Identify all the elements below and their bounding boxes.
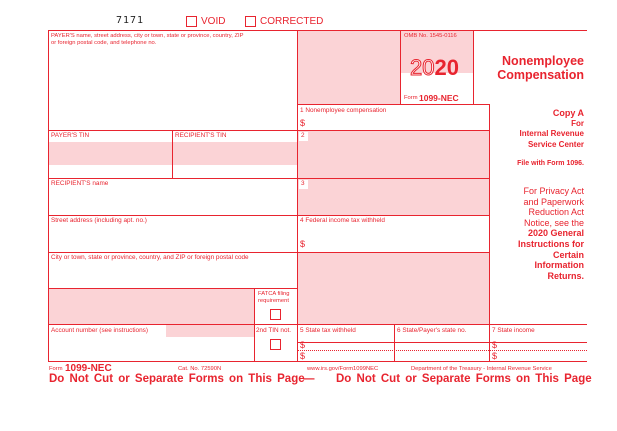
box5-dollar-2: $	[300, 351, 306, 361]
box2-field[interactable]	[297, 131, 489, 179]
recipient-name-field[interactable]	[49, 190, 296, 214]
privacy-line-7: Certain	[552, 249, 584, 260]
box7-field[interactable]	[500, 340, 586, 360]
copy-a-for: For	[571, 118, 584, 128]
footer-form-prefix: Form	[49, 366, 63, 372]
copy-a-title: Copy A	[552, 108, 584, 118]
box1-dollar: $	[300, 118, 306, 128]
box7-dollar-2: $	[492, 351, 498, 361]
box6-field[interactable]	[396, 340, 488, 360]
tax-year-bold: 20	[434, 55, 459, 80]
box2-label: 2	[301, 132, 305, 139]
void-label: VOID	[201, 16, 226, 27]
shaded-blank-left	[48, 289, 255, 324]
box1-field[interactable]	[308, 116, 488, 129]
omb-number: OMB No. 1545-0116	[404, 33, 457, 39]
form-code: 7171	[116, 15, 145, 26]
payer-name-label-2: or foreign postal code, and telephone no.	[51, 40, 157, 46]
account-field[interactable]	[49, 337, 254, 360]
fatca-label-2: requirement	[258, 298, 289, 304]
cut-warning-dash: —	[303, 373, 315, 385]
street-label: Street address (including apt. no.)	[51, 217, 147, 224]
privacy-line-4: Notice, see the	[523, 217, 584, 228]
recipient-tin-label: RECIPIENT'S TIN	[175, 132, 227, 139]
tax-year-light: 20	[410, 55, 435, 80]
footer-form-name: 1099-NEC	[65, 363, 112, 374]
omb-form-name: 1099-NEC	[419, 93, 459, 103]
copy-a-irs: Internal Revenue	[519, 129, 584, 138]
privacy-line-1: For Privacy Act	[523, 186, 584, 196]
form-title-line2: Compensation	[497, 68, 584, 82]
privacy-notice	[518, 186, 584, 281]
recipient-name-label: RECIPIENT'S name	[51, 180, 109, 187]
box6-label: 6 State/Payer's state no.	[397, 327, 467, 334]
box1-label: 1 Nonemployee compensation	[300, 107, 387, 114]
privacy-line-3: Reduction Act	[528, 207, 584, 218]
omb-form-prefix: Form	[404, 95, 418, 101]
footer-url[interactable]: www.irs.gov/Form1099NEC	[307, 366, 379, 372]
box5-field[interactable]	[308, 340, 393, 360]
footer-dept: Department of the Treasury - Internal Revenue Service	[411, 366, 552, 372]
recipient-tin-field[interactable]	[173, 142, 297, 165]
city-label: City or town, state or province, country, and ZIP or foreign postal code	[51, 254, 249, 261]
street-field[interactable]	[49, 227, 296, 251]
privacy-line-2: and Paperwork	[523, 196, 584, 207]
footer-cat-no: Cat. No. 72590N	[178, 366, 222, 372]
box5-label: 5 State tax withheld	[300, 327, 356, 334]
corrected-label: CORRECTED	[260, 16, 324, 27]
box4-dollar: $	[300, 239, 306, 249]
copy-a-block	[520, 108, 584, 150]
box7-label: 7 State income	[492, 327, 535, 334]
file-with-1096: File with Form 1096.	[517, 160, 584, 167]
omb-shade	[297, 31, 400, 104]
city-field[interactable]	[49, 264, 296, 287]
account-shade	[166, 324, 254, 337]
box7-dollar-1: $	[492, 340, 498, 350]
box4-label: 4 Federal income tax withheld	[300, 217, 385, 224]
fatca-checkbox[interactable]	[270, 309, 281, 320]
cut-warning-left: Do Not Cut or Separate Forms on This Page	[49, 373, 305, 385]
payer-tin-label: PAYER'S TIN	[51, 132, 90, 139]
privacy-line-6: Instructions for	[517, 238, 584, 249]
fatca-label: FATCA filing	[258, 291, 290, 297]
privacy-line-9: Returns.	[547, 270, 584, 281]
corrected-checkbox[interactable]	[245, 16, 256, 27]
second-tin-checkbox[interactable]	[270, 339, 281, 350]
void-checkbox[interactable]	[186, 16, 197, 27]
box3-label: 3	[301, 180, 305, 187]
account-label: Account number (see instructions)	[51, 327, 148, 334]
cut-warning-right: Do Not Cut or Separate Forms on This Page	[336, 373, 592, 385]
box3-field[interactable]	[297, 179, 489, 216]
box5-dollar-1: $	[300, 340, 306, 350]
payer-name-label: PAYER'S name, street address, city or town, state or province, country, ZIP	[51, 33, 244, 39]
copy-a-center: Service Center	[527, 139, 584, 149]
payer-name-field[interactable]	[49, 48, 296, 129]
box4-field[interactable]	[308, 238, 488, 251]
form-title-line1: Nonemployee	[502, 54, 584, 68]
privacy-line-8: Information	[534, 260, 584, 271]
tax-year	[410, 57, 459, 79]
second-tin-label: 2nd TIN not.	[256, 327, 292, 334]
shaded-blank-area	[297, 252, 489, 324]
privacy-line-5: 2020 General	[527, 228, 584, 239]
